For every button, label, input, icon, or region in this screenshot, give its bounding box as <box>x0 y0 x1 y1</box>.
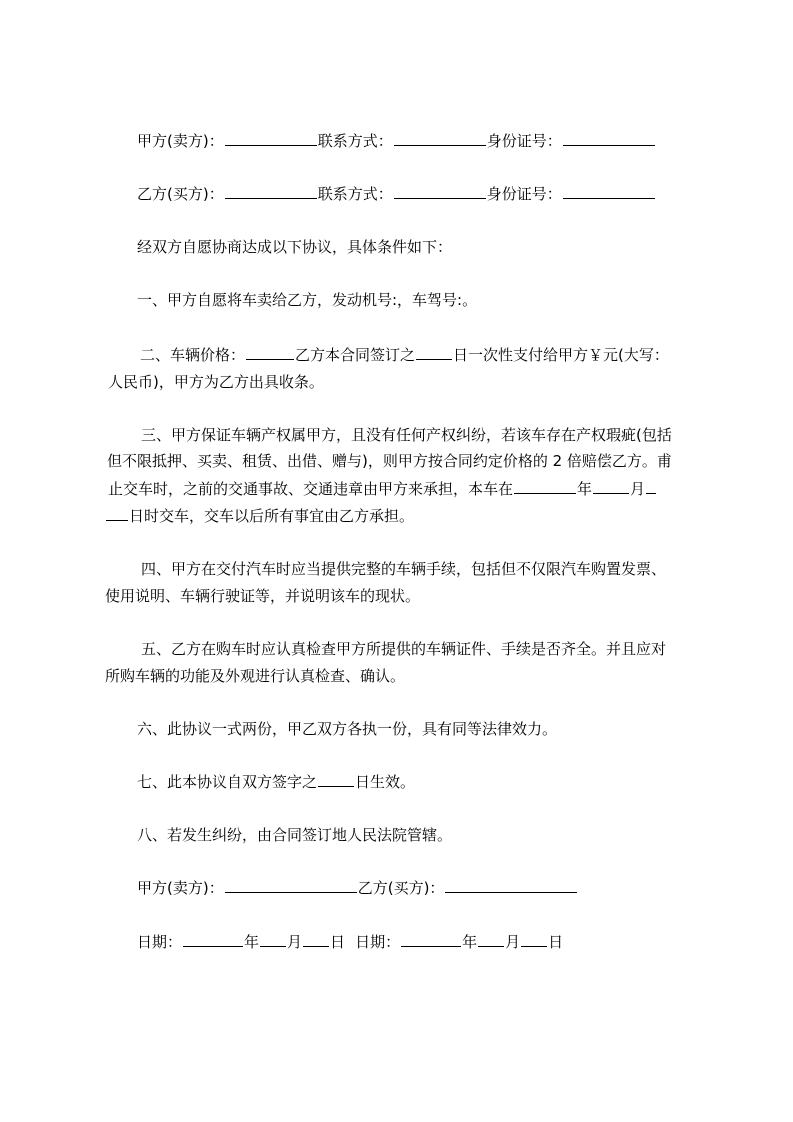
signature-buyer-label: 乙方(买方)： <box>357 879 445 897</box>
seller-label: 甲方(卖方)： <box>137 132 224 150</box>
buyer-id-blank[interactable] <box>563 197 655 199</box>
delivery-day-blank-start[interactable] <box>646 492 656 494</box>
buyer-info-line <box>137 184 656 204</box>
seller-signature-blank[interactable] <box>225 891 357 893</box>
buyer-id-label: 身份证号： <box>486 185 562 203</box>
clause-8: 八、若发生纠纷，由合同签订地人民法院管辖。 <box>137 826 453 844</box>
seller-day-blank[interactable] <box>303 945 329 947</box>
seller-info-line <box>137 131 656 151</box>
clause-4-line-1: 四、甲方在交付汽车时应当提供完整的车辆手续，包括但不仅限汽车购置发票、 <box>141 560 667 578</box>
seller-date-label: 日期： <box>137 933 183 951</box>
buyer-month-label: 月 <box>505 933 521 951</box>
clause-2-line-1 <box>140 345 669 365</box>
signature-seller-label: 甲方(卖方)： <box>137 879 224 897</box>
signature-line <box>137 878 578 898</box>
clause-7-end: 日生效。 <box>355 773 416 791</box>
clause-3-line-4 <box>105 506 414 526</box>
buyer-day-label: 日 <box>548 933 564 951</box>
clause-5-line-1: 五、乙方在购车时应认真检查甲方所提供的车辆证件、手续是否齐全。并且应对 <box>141 640 667 658</box>
clause-2-line-2: 人民币)，甲方为乙方出具收条。 <box>108 373 324 391</box>
buyer-date-label: 日期： <box>355 933 401 951</box>
clause-2-price-label: 二、车辆价格： <box>140 346 246 364</box>
clause-1: 一、甲方自愿将车卖给乙方，发动机号:，车驾号:。 <box>137 291 478 309</box>
clause-3-line-2: 但不限抵押、买卖、租赁、出借、赠与)，则甲方按合同约定价格的 2 倍赔偿乙方。甫 <box>107 452 672 470</box>
date-line <box>137 932 563 952</box>
clause-3-line-3 <box>108 479 657 499</box>
clause-3-handover-text: 日时交车，交车以后所有事宜由乙方承担。 <box>129 507 415 525</box>
delivery-year-blank[interactable] <box>514 492 576 494</box>
clause-7 <box>137 772 415 792</box>
clause-7-text: 七、此本协议自双方签字之 <box>137 773 318 791</box>
clause-4-line-2: 使用说明、车辆行驶证等，并说明该车的现状。 <box>105 587 421 605</box>
clause-3-line-1: 三、甲方保证车辆产权属甲方，且没有任何产权纠纷，若该车存在产权瑕疵(包括 <box>141 426 672 444</box>
seller-year-blank[interactable] <box>183 945 243 947</box>
buyer-year-label: 年 <box>462 933 478 951</box>
payment-day-blank[interactable] <box>416 358 452 360</box>
buyer-month-blank[interactable] <box>478 945 504 947</box>
clause-3-month: 月 <box>630 480 646 498</box>
seller-id-blank[interactable] <box>563 144 655 146</box>
intro-text: 经双方自愿协商达成以下协议，具体条件如下： <box>137 238 453 256</box>
clause-6: 六、此协议一式两份，甲乙双方各执一份，具有同等法律效力。 <box>137 720 558 738</box>
seller-month-blank[interactable] <box>260 945 286 947</box>
price-blank[interactable] <box>246 358 294 360</box>
seller-contact-blank[interactable] <box>394 144 486 146</box>
buyer-name-blank[interactable] <box>225 197 317 199</box>
buyer-contact-label: 联系方式： <box>317 185 393 203</box>
delivery-day-blank[interactable] <box>106 519 128 521</box>
buyer-label: 乙方(买方)： <box>137 185 224 203</box>
buyer-contact-blank[interactable] <box>394 197 486 199</box>
effective-day-blank[interactable] <box>318 785 354 787</box>
delivery-month-blank[interactable] <box>593 492 629 494</box>
clause-3-year: 年 <box>577 480 593 498</box>
clause-2-payment-text: 日一次性支付给甲方￥元(大写： <box>453 346 669 364</box>
buyer-year-blank[interactable] <box>401 945 461 947</box>
clause-5-line-2: 所购车辆的功能及外观进行认真检查、确认。 <box>105 667 406 685</box>
seller-day-label: 日 <box>330 933 346 951</box>
seller-name-blank[interactable] <box>225 144 317 146</box>
seller-id-label: 身份证号： <box>486 132 562 150</box>
seller-contact-label: 联系方式： <box>317 132 393 150</box>
clause-2-sign-text: 乙方本合同签订之 <box>295 346 416 364</box>
buyer-day-blank[interactable] <box>521 945 547 947</box>
buyer-signature-blank[interactable] <box>445 891 577 893</box>
seller-month-label: 月 <box>287 933 303 951</box>
seller-year-label: 年 <box>244 933 260 951</box>
clause-3-delivery-text: 止交车时，之前的交通事故、交通违章由甲方来承担，本车在 <box>108 480 514 498</box>
